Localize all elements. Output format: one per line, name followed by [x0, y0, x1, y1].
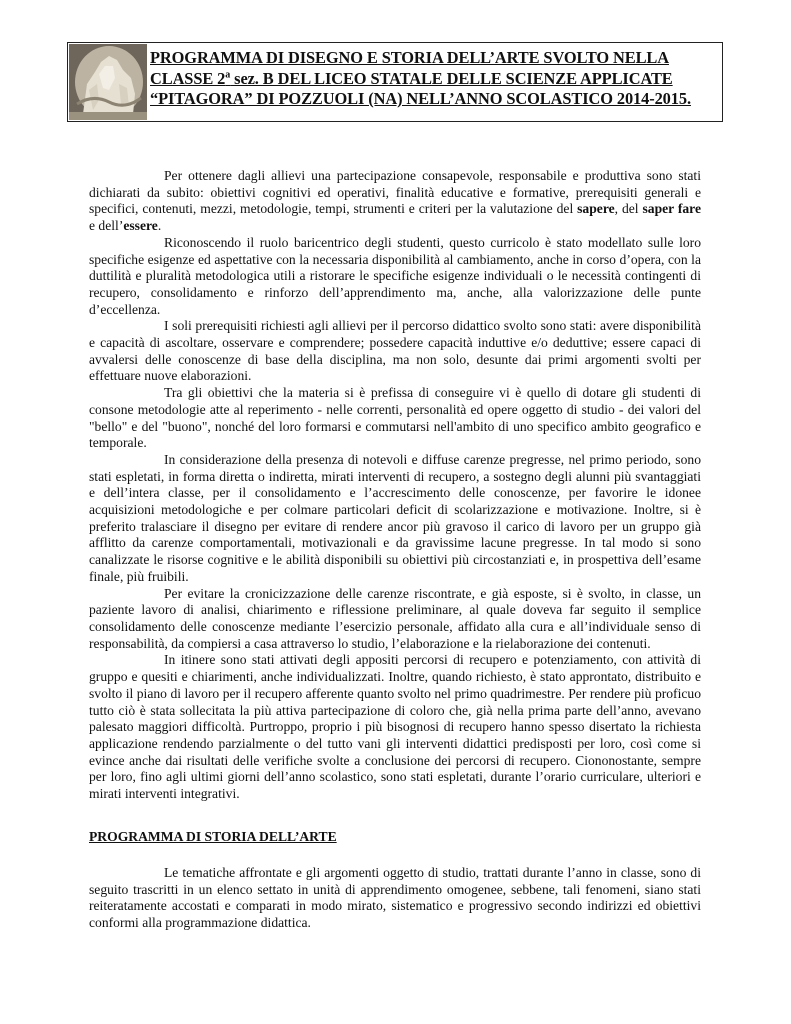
paragraph-5: In considerazione della presenza di notevoli e diffuse carenze pregresse, nel primo periodo, sono stati espletati, in forma diretta o indiretta, mirati interventi di recupero, a sostegno degli alunni più svantaggiati e dell’intera classe, per il consolidamento e l’accrescimento delle conoscenze, per favorire le idonee acquisizioni metodologiche e per colmare particolari deficit di scolarizzazione e motivazione. Inoltre, si è preferito tralasciare il disegno per evitare di rendere ancor più gravoso il carico di lavoro per un gruppo già afflitto da carenze comportamentali, motivazionali e da gravissime lacune pregresse. In tal modo si sono canalizzate le risorse cognitive e le abilità disponibili su obiettivi più circostanziati e, in prospettiva dell’esame finale, più fruibili. — [89, 451, 701, 584]
header-box — [67, 42, 723, 122]
page-title — [150, 48, 722, 110]
section-heading: PROGRAMMA DI STORIA DELL’ARTE — [89, 829, 337, 844]
p1-text-c: , del — [614, 201, 643, 217]
p1-text-a: Per ottenere dagli allievi una partecipazione consapevole, responsabile e produttiva sono stati dichiarati da subito: obiettivi cognitivi ed operativi, finalità educative e formative, prerequisiti generali e specifici, contenuti, mezzi, metodologie, tempi, strumenti e criteri per la valutazione del — [89, 168, 701, 217]
p1-text-e: . — [157, 218, 162, 234]
p1-bold-saper-fare: saper fare — [642, 201, 702, 217]
paragraph-6: Per evitare la cronicizzazione delle carenze riscontrate, e già esposte, si è svolto, in classe, un paziente lavoro di analisi, chiarimento e riflessione preliminare, al quale doveva far seguito il semplice consolidamento delle conoscenze mediante l’esercizio personale, affidato alla cura e all’individuale senso di responsabilità, da compiersi a casa attraverso lo studio, l’elaborazione e la rielaborazione dei contenuti. — [89, 585, 701, 651]
title-line-1: PROGRAMMA DI DISEGNO E STORIA DELL’ARTE SVOLTO NELLA — [150, 48, 669, 67]
paragraph-2: Riconoscendo il ruolo baricentrico degli studenti, questo curricolo è stato modellato sulle loro specifiche esigenze ed aspettative con la necessaria disponibilità al cambiamento, anche in corso d’opera, con la duttilità e pluralità metodologica utili a ristorare le specifiche esigenze individuali o le necessità contingenti di recupero, consolidamento e rinforzo dell’apprendimento ma, anche, alla valorizzazione delle punte d’eccellenza. — [89, 234, 701, 317]
paragraph-4: Tra gli obiettivi che la materia si è prefissa di conseguire vi è quello di dotare gli studenti di consone metodologie atte al reperimento - nelle correnti, personalità ed opere oggetto di studio - dei valori del "bello" e del "buono", nonché del loro formarsi e commutarsi nell'ambito di uno specifico ambito geografico e temporale. — [89, 385, 701, 451]
title-line-2-sup: a — [225, 69, 231, 81]
section-paragraph-1: Le tematiche affrontate e gli argomenti oggetto di studio, trattati durante l’anno in classe, sono di seguito trascritti in un elenco settato in unità di apprendimento omogenee, sebbene, tali fenomeni, siano stati reiteratamente accostati e comparati in modo mirato, sistematico e progressivo secondo indirizzi ed obiettivi conformi alla programmazione didattica. — [89, 865, 701, 931]
p1-bold-sapere: sapere — [577, 201, 615, 217]
section-text — [89, 865, 701, 932]
p1-text-d: e dell’ — [89, 218, 124, 234]
title-line-3: “PITAGORA” DI POZZUOLI (NA) NELL’ANNO SCOLASTICO 2014-2015. — [150, 89, 691, 108]
paragraph-7: In itinere sono stati attivati degli appositi percorsi di recupero e potenziamento, con attività di gruppo e quesiti e chiarimenti, anche individualizzati. Inoltre, quando richiesto, è stato approntato, distribuito e svolto il piano di lavoro per il recupero afferente quanto svolto nel primo quadrimestre. Per rendere più proficuo tutto ciò è stata sollecitata la più attiva partecipazione di coloro che, già nella prima parte dell’anno, avevano palesato maggiori difficoltà. Purtroppo, proprio i più bisognosi di recupero hanno spesso disertato la richiesta applicazione rendendo parzialmente o del tutto vani gli interventi didattici predisposti per loro, così come si evince anche dai risultati delle verifiche svolte a conclusione dei percorsi di recupero. Ciononostante, sempre per loro, fino agli ultimi giorni dell’anno scolastico, sono stati espletati, durante l’orario curriculare, ulteriori e mirati interventi integrativi. — [89, 652, 701, 802]
paragraph-3: I soli prerequisiti richiesti agli allievi per il percorso didattico svolto sono stati: avere disponibilità e capacità di ascoltare, osservare e comprendere; possedere capacità induttive e/o deduttive; essere capaci di avvalersi delle conoscenze di base della disciplina, ma non solo, desunte dai primi argomenti svolti per effettuare nuove elaborazioni. — [89, 318, 701, 384]
title-line-2-pre: CLASSE 2 — [150, 68, 226, 88]
p1-bold-essere: essere — [123, 218, 158, 234]
intro-text — [89, 168, 701, 803]
title-line-2-post: sez. B DEL LICEO STATALE DELLE SCIENZE APPLICATE — [230, 68, 673, 88]
statue-photo-icon — [69, 44, 147, 120]
title-line-2 — [150, 69, 722, 90]
paragraph-1 — [89, 168, 701, 235]
